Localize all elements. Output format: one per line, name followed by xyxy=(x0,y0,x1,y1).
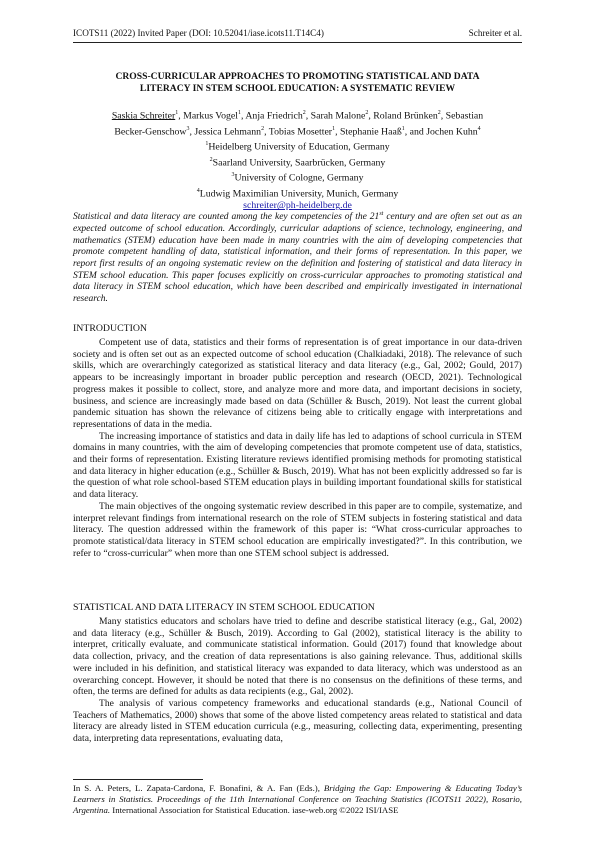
affiliation-2 xyxy=(73,154,522,170)
paragraph: Competent use of data, statistics and their forms of representation is of great importance in our data-driven society and is often set out as an expected outcome of school education (Chalkiadaki, 2018). The relevance of such skills, which are overarchingly categorized as statistical literacy and data literacy (e.g., Gal, 2002; Gould, 2017) appears to be increasingly important in broader public perception and research (OECD, 2021). Technological progress makes it possible to collect, store, and analyze more and more data, and important decisions in society, business, and science are increasingly made based on data (Schüller & Busch, 2019). Not least the current global pandemic situation has shown the relevance of citizens being able to critically engage with interpretations and representations of data in the media. xyxy=(73,337,522,430)
affiliation-text: Ludwig Maximilian University, Munich, Germany xyxy=(199,188,399,200)
author-affil-mark: 2 xyxy=(365,110,369,116)
header-citation: ICOTS11 (2022) Invited Paper (DOI: 10.52041/iase.icots11.T14C4) xyxy=(73,28,324,38)
footer-publisher: International Association for Statistical Education. iase-web.org ©2022 ISI/IASE xyxy=(110,804,399,815)
abstract-ordinal: st xyxy=(379,211,384,217)
affil-mark: 3 xyxy=(231,172,235,179)
proceedings-footer xyxy=(73,783,522,815)
author-affil-mark: 1 xyxy=(175,110,179,116)
affil-mark: 4 xyxy=(196,187,200,194)
section-introduction xyxy=(73,323,522,559)
author-name: , and Jochen Kuhn xyxy=(404,125,478,137)
paragraph: The increasing importance of statistics and data in daily life has led to adaptions of school curricula in STEM domains in many countries, with the aim of developing competencies that promote competent use of data, statistics, and their forms of representation. Existing literature reviews identified promising methods for promoting statistical and data literacy in higher education (e.g., Schüller & Busch, 2019). What has not been explicitly addressed so far is the question of what role school-based STEM education plays in building important foundational skills for statistical and data literacy. xyxy=(73,430,522,501)
paper-title xyxy=(73,71,522,95)
affiliation-text: Heidelberg University of Education, Germany xyxy=(208,141,390,153)
author-name: Saskia Schreiter xyxy=(111,110,176,122)
author-affil-mark: 2 xyxy=(302,110,306,116)
abstract-text: Statistical and data literacy are counted among the key competencies of the 21 xyxy=(73,212,380,223)
author-affil-mark: 1 xyxy=(237,110,241,116)
author-affil-mark: 4 xyxy=(477,125,481,132)
author-name: , Markus Vogel xyxy=(178,110,238,122)
affil-mark: 2 xyxy=(209,156,213,163)
paragraph: The analysis of various competency frameworks and educational standards (e.g., National Council of Teachers of Mathematics, 2000) shows that some of the above listed competency areas related to statistical and data literacy are already listed in STEM education curricula (e.g., measuring, collecting data, experimenting, presenting data, interpreting data representations, evaluating data, xyxy=(73,697,522,745)
corresponding-email-link[interactable]: schreiter@ph-heidelberg.de xyxy=(243,200,352,212)
affiliation-text: University of Cologne, Germany xyxy=(234,172,364,184)
header-rule xyxy=(73,42,522,43)
footer-rule xyxy=(73,779,203,780)
affiliation-text: Saarland University, Saarbrücken, Germany xyxy=(212,156,386,168)
title-line-1: CROSS-CURRICULAR APPROACHES TO PROMOTING STATISTICAL AND DATA xyxy=(115,71,480,82)
section-heading: INTRODUCTION xyxy=(73,323,148,334)
header-authors: Schreiter et al. xyxy=(468,28,522,38)
running-header xyxy=(73,28,522,42)
affiliation-3 xyxy=(73,169,522,185)
section-statistical-data-literacy xyxy=(73,602,522,745)
author-affil-mark: 1 xyxy=(332,125,336,132)
paragraph: Many statistics educators and scholars have tried to define and describe statistical literacy (e.g., Gal, 2002) and data literacy (e.g., Schüller & Busch, 2019). According to Gal (2002), statistical literacy is the ability to interpret, critically evaluate, and communicate statistical information. Gould (2017) found that knowledge about data collection, privacy, and the creation of data representations is also gaining relevance. Thus, additional skills were included in his definition, and statistical literacy was expanded to data literacy, which was understood as an overarching concept. However, it should be noted that there is no consensus on the definitions of these terms, and often, the terms are defined for adults as data recipients (e.g., Gal, 2002). xyxy=(73,616,522,698)
author-affil-mark: 3 xyxy=(186,125,190,132)
author-affil-mark: 2 xyxy=(437,110,441,116)
author-line-1 xyxy=(73,107,522,123)
affiliation-1 xyxy=(73,138,522,154)
author-affil-mark: 1 xyxy=(401,125,405,132)
author-name: , Roland Brünken xyxy=(368,110,438,122)
author-name: , Jessica Lehmann xyxy=(189,125,262,137)
author-block xyxy=(73,107,522,213)
abstract-text-cont: century and are often set out as an expected outcome of school education. Accordingly, curricular adaptions of science, technology, engineering, and mathematics (STEM) education have been made in many countries with the aim of developing competencies that promote competent handling of data, statistical information, and their forms of representation. In this paper, we report first results of an ongoing systematic review on the definition and fostering of statistical and data literacy in STEM school education. This paper focuses explicitly on cross-curricular approaches to promoting statistical and data literacy in STEM school education, which have been described and empirically investigated in international research. xyxy=(73,212,522,305)
footer-proceedings-title: Bridging the Gap: Empowering & Educating Today’s Learners in Statistics. Proceedings of the 11th International Conference on Teaching Statistics (ICOTS11 2022), Rosario, Argentina. xyxy=(73,783,523,815)
affil-mark: 1 xyxy=(205,141,209,148)
abstract xyxy=(73,209,522,306)
author-name: , Stephanie Haaß xyxy=(335,125,402,137)
section-heading: STATISTICAL AND DATA LITERACY IN STEM SCHOOL EDUCATION xyxy=(73,602,375,613)
title-line-2: LITERACY IN STEM SCHOOL EDUCATION: A SYSTEMATIC REVIEW xyxy=(139,83,456,94)
author-name: , Anja Friedrich xyxy=(240,110,303,122)
author-line-2 xyxy=(73,123,522,139)
affiliation-4 xyxy=(73,185,522,201)
author-name: Becker-Genschow xyxy=(114,125,187,137)
footer-editors: In S. A. Peters, L. Zapata-Cardona, F. Bonafini, & A. Fan (Eds.), xyxy=(73,783,324,793)
author-name: , Tobias Mosetter xyxy=(264,125,333,137)
author-affil-mark: 2 xyxy=(261,125,265,132)
author-name: , Sarah Malone xyxy=(305,110,366,122)
author-name: , Sebastian xyxy=(440,110,484,122)
paragraph: The main objectives of the ongoing systematic review described in this paper are to compile, systematize, and interpret relevant findings from international research on the role of STEM subjects in fostering statistical and data literacy. The question addressed within the framework of this paper is: “What cross-curricular approaches to promote statistical/data literacy in STEM school education are empirically investigated?”. In this contribution, we refer to “cross-curricular” when more than one STEM school subject is addressed. xyxy=(73,500,522,559)
